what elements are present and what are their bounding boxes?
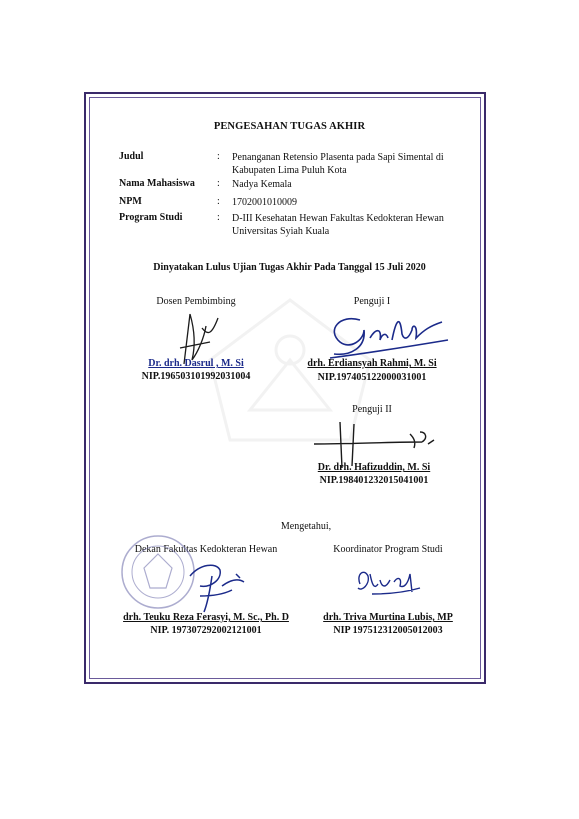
field-value-npm: 1702001010009	[232, 197, 297, 208]
field-colon-npm: :	[217, 196, 220, 207]
field-label-prodi: Program Studi	[119, 212, 183, 223]
examiner1-nip: NIP.197405122000031001	[317, 372, 427, 383]
supervisor-name: Dr. drh. Dasrul , M. Si	[148, 358, 244, 369]
dean-signature	[160, 556, 260, 616]
dean-role: Dekan Fakultas Kedokteran Hewan	[134, 544, 278, 555]
examiner2-nip: NIP.198401232015041001	[319, 475, 429, 486]
graduation-statement: Dinyatakan Lulus Ujian Tugas Akhir Pada Tanggal 15 Juli 2020	[153, 262, 426, 273]
coordinator-role: Koordinator Program Studi	[333, 544, 443, 555]
examiner1-name: drh. Erdiansyah Rahmi, M. Si	[307, 358, 437, 369]
coordinator-signature	[350, 564, 430, 604]
field-value-prodi-line1: D-III Kesehatan Hewan Fakultas Kedokteran Hewan	[232, 213, 444, 224]
field-colon-judul: :	[217, 151, 220, 162]
field-value-nama: Nadya Kemala	[232, 179, 292, 190]
field-value-judul-line1: Penanganan Retensio Plasenta pada Sapi Simental di	[232, 152, 444, 163]
examiner1-signature	[320, 300, 450, 360]
acknowledgement-label: Mengetahui,	[280, 521, 332, 532]
field-colon-prodi: :	[217, 212, 220, 223]
dean-nip: NIP. 197307292002121001	[150, 625, 262, 636]
supervisor-role: Dosen Pembimbing	[156, 296, 236, 307]
field-value-judul-line2: Kabupaten Lima Puluh Kota	[232, 165, 347, 176]
field-label-judul: Judul	[119, 151, 144, 162]
examiner2-role: Penguji II	[352, 404, 392, 415]
field-value-prodi-line2: Universitas Syiah Kuala	[232, 226, 330, 237]
coordinator-nip: NIP 197512312005012003	[333, 625, 443, 636]
examiner2-name: Dr. drh. Hafizuddin, M. Si	[317, 462, 431, 473]
dean-name: drh. Teuku Reza Ferasyi, M. Sc., Ph. D	[123, 612, 289, 623]
coordinator-name: drh. Triva Murtina Lubis, MP	[323, 612, 453, 623]
field-label-npm: NPM	[119, 196, 142, 207]
field-label-nama: Nama Mahasiswa	[119, 178, 195, 189]
document-title: PENGESAHAN TUGAS AKHIR	[213, 121, 366, 132]
supervisor-nip: NIP.196503101992031004	[141, 371, 251, 382]
field-colon-nama: :	[217, 178, 220, 189]
examiner1-role: Penguji I	[353, 296, 391, 307]
